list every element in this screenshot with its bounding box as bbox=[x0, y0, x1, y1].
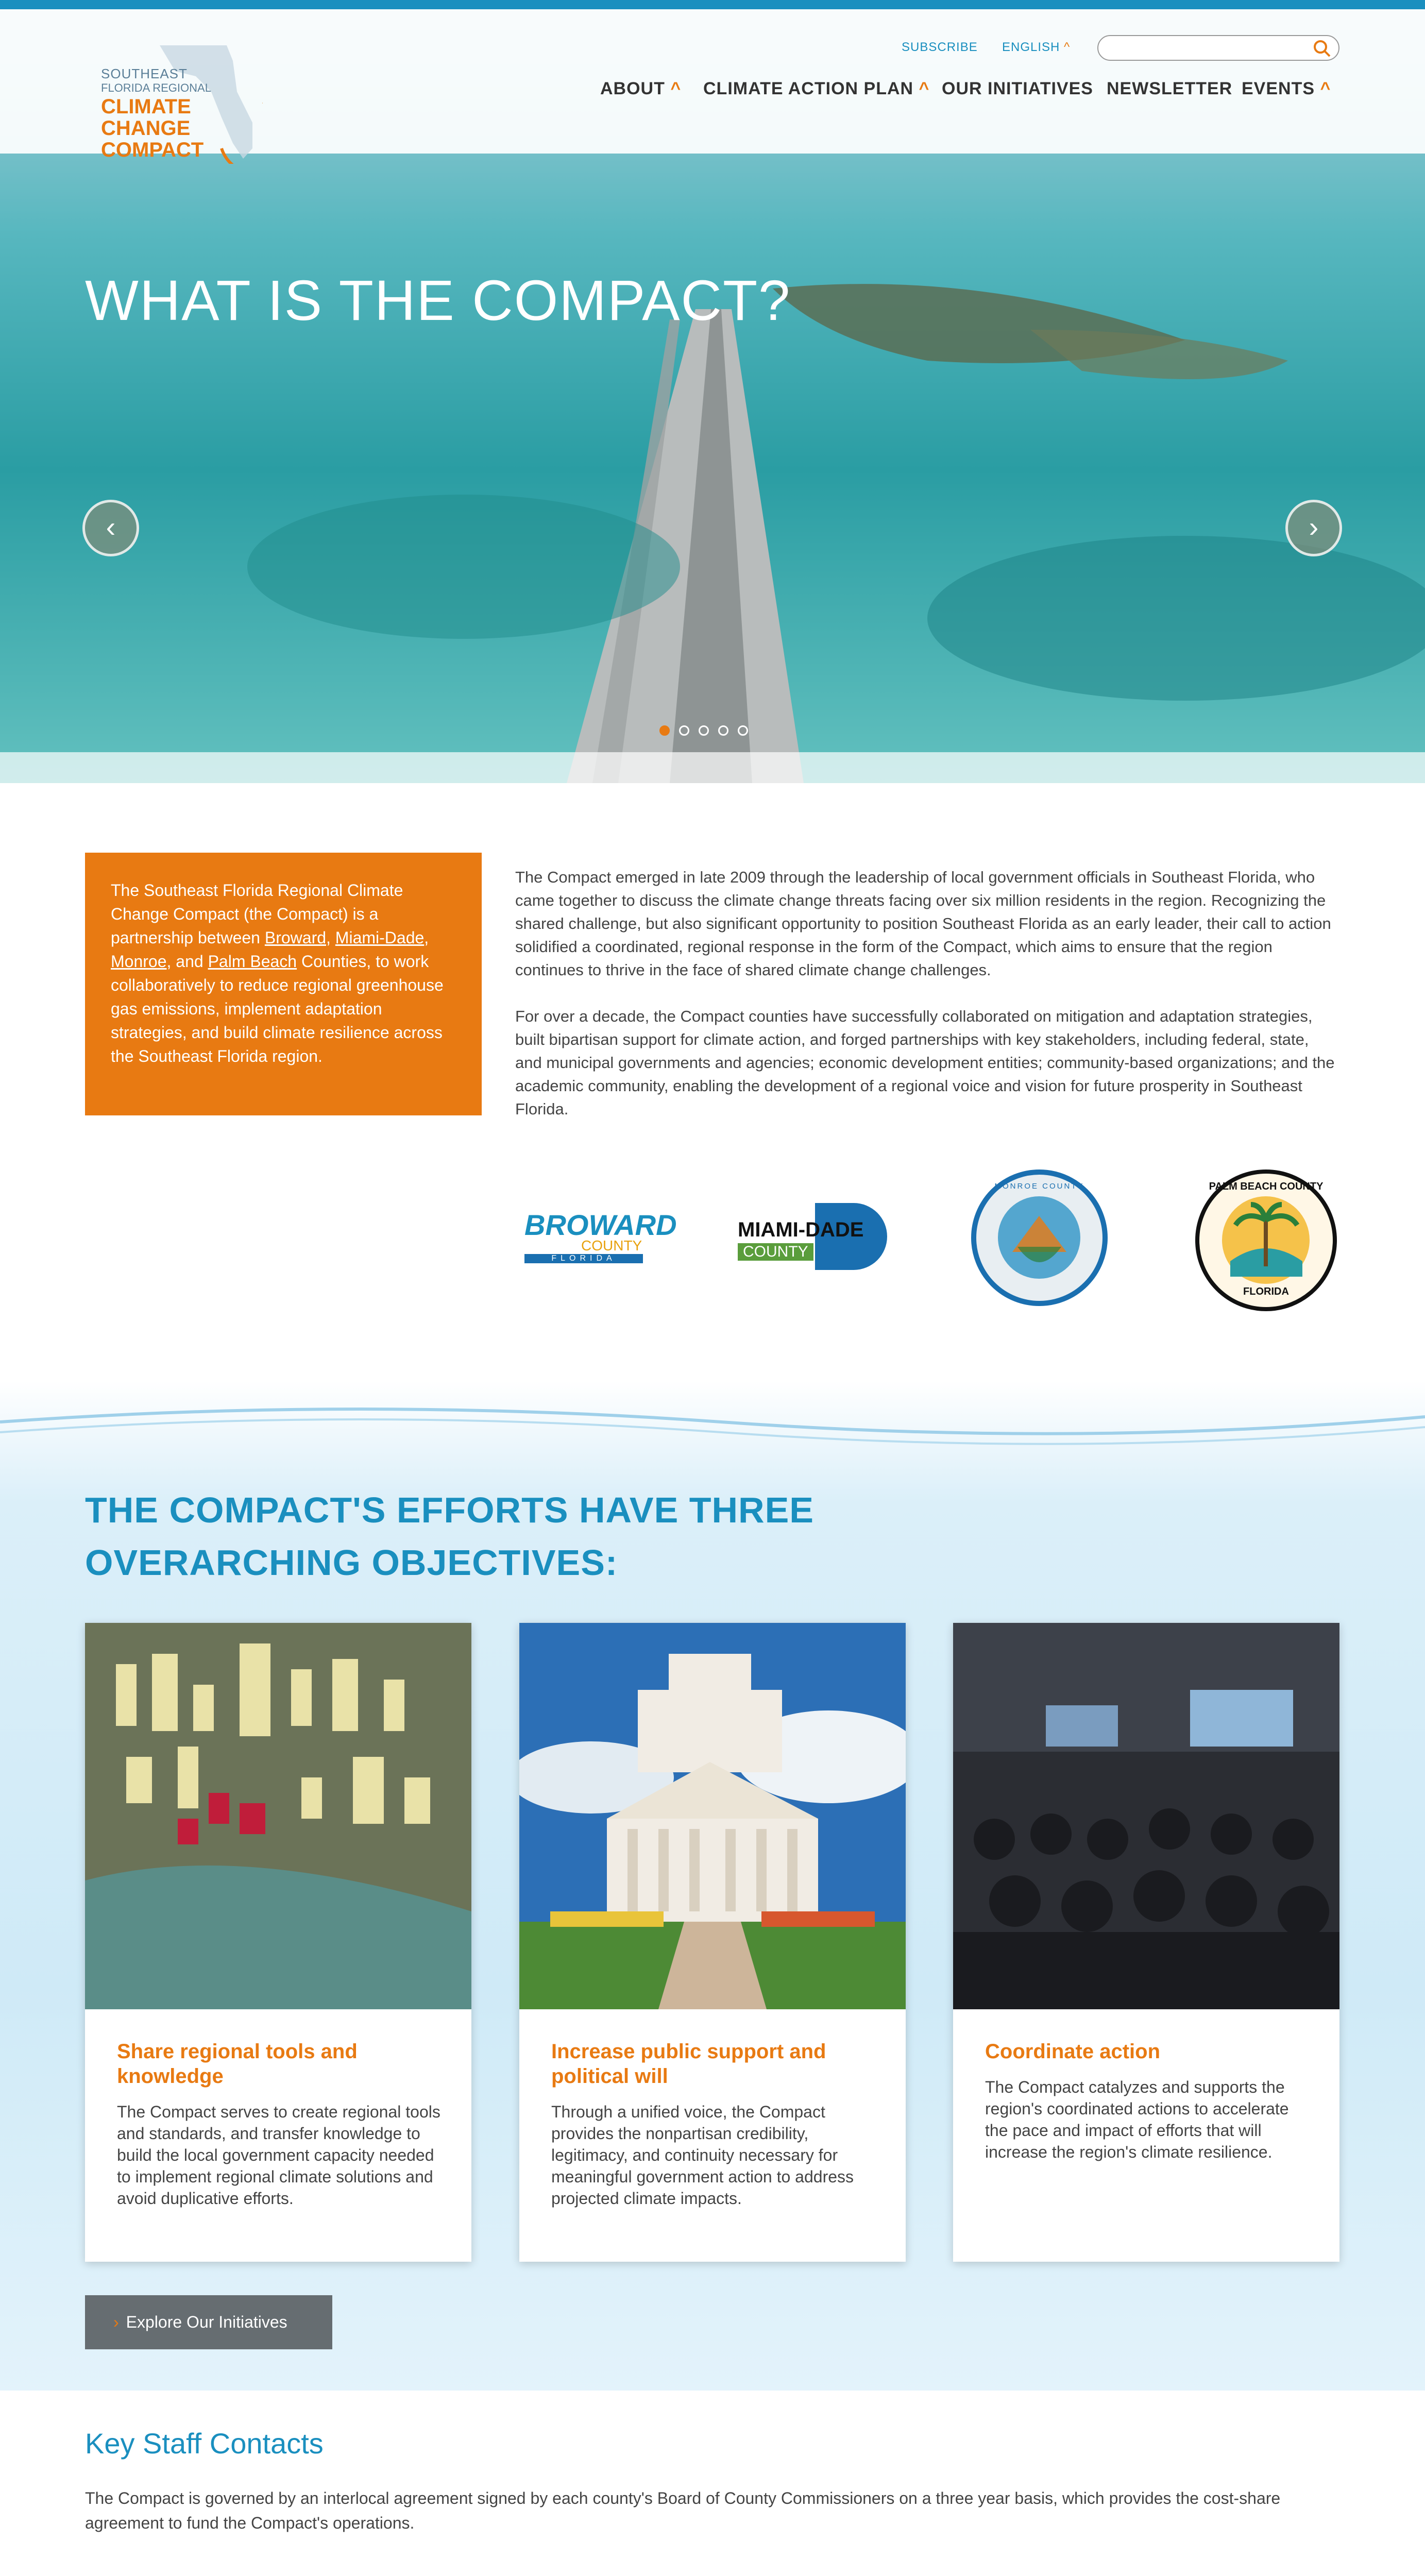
intro-body bbox=[515, 866, 1339, 1121]
broward-logo-state: FLORIDA bbox=[524, 1254, 643, 1263]
staff-title: Key Staff Contacts bbox=[85, 2427, 324, 2460]
monroe-county-seal bbox=[971, 1170, 1108, 1306]
site-logo[interactable] bbox=[98, 30, 283, 164]
slider-dots bbox=[659, 725, 757, 738]
language-label: ENGLISH bbox=[1002, 40, 1060, 54]
objective-heading: Share regional tools and knowledge bbox=[117, 2040, 358, 2088]
explore-initiatives-button[interactable] bbox=[85, 2295, 332, 2349]
slider-dot[interactable] bbox=[718, 725, 728, 736]
chevron-up-icon: ^ bbox=[1064, 40, 1071, 54]
chevron-up-icon: ^ bbox=[1320, 79, 1331, 98]
objective-body: The Compact serves to create regional tools and standards, and transfer knowledge to build the local government capacity needed to implement regional climate solutions and avoid duplicative efforts. bbox=[117, 2103, 440, 2208]
intro-separator: , bbox=[326, 928, 335, 947]
broward-county-logo bbox=[524, 1208, 677, 1265]
logo-line-change: CHANGE bbox=[101, 117, 191, 140]
intro-paragraph-2: For over a decade, the Compact counties have successfully collaborated on mitigation and adaptation strategies, built bipartisan support for climate action, and forged partnerships with key stakeholders, including federal, state, and municipal governments and agencies; economic development entities; community-based organizations; and the academic community, enabling the development of a regional voice and vision for future prosperity in Southeast Florida. bbox=[515, 1007, 1335, 1118]
link-broward[interactable]: Broward bbox=[264, 928, 327, 947]
slider-dot[interactable] bbox=[738, 725, 748, 736]
chevron-up-icon: ^ bbox=[670, 79, 682, 98]
staff-description: The Compact is governed by an interlocal agreement signed by each county's Board of County Commissioners on a three year basis, which provides the cost-share agreement to fund the Compact's operations. bbox=[85, 2489, 1281, 2532]
nav-our-initiatives[interactable]: OUR INITIATIVES bbox=[942, 79, 1093, 98]
search-icon[interactable] bbox=[1312, 38, 1332, 59]
miami-dade-logo-text: MIAMI-DADE bbox=[738, 1218, 864, 1241]
logo-line-climate: CLIMATE bbox=[101, 95, 191, 118]
subscribe-link[interactable]: SUBSCRIBE bbox=[902, 40, 978, 54]
logo-line-region: FLORIDA REGIONAL bbox=[101, 81, 211, 94]
objectives-title-line-1: THE COMPACT'S EFFORTS HAVE THREE bbox=[85, 1490, 814, 1530]
conference-audience-image bbox=[953, 1623, 1339, 2009]
wave-decoration bbox=[0, 1381, 1425, 1453]
search-input[interactable] bbox=[1097, 35, 1339, 61]
miami-dade-county-logo bbox=[738, 1203, 887, 1275]
nav-events[interactable] bbox=[1242, 79, 1331, 99]
link-miami-dade[interactable]: Miami-Dade bbox=[335, 928, 425, 947]
monroe-seal-icon bbox=[976, 1175, 1102, 1301]
palm-beach-seal-text: PALM BEACH COUNTY bbox=[1209, 1181, 1324, 1192]
nav-climate-action-plan[interactable] bbox=[703, 79, 929, 99]
slider-dot[interactable] bbox=[679, 725, 689, 736]
objective-card-support bbox=[519, 1623, 906, 2262]
city-3d-map-image bbox=[85, 1623, 471, 2009]
link-palm-beach[interactable]: Palm Beach bbox=[208, 952, 297, 971]
objective-body: The Compact catalyzes and supports the region's coordinated actions to accelerate the pace and impact of efforts that will increase the region's climate resilience. bbox=[985, 2078, 1289, 2161]
palm-beach-seal-state: FLORIDA bbox=[1243, 1286, 1289, 1297]
intro-callout bbox=[85, 853, 482, 1115]
intro-paragraph-1: The Compact emerged in late 2009 through the leadership of local government officials in Southeast Florida, who came together to discuss the climate change threats facing over six million residents in the region. Recognizing the shared challenge, but also significant opportunity to position Southeast Florida as an early leader, their call to action solidified a coordinated, regional response in the form of the Compact, which aims to ensure that the region continues to thrive in the face of shared climate change challenges. bbox=[515, 868, 1331, 979]
objective-heading: Increase public support and political will bbox=[551, 2040, 826, 2088]
broward-logo-text: BROWARD bbox=[524, 1209, 677, 1241]
monroe-seal-text: MONROE COUNTY bbox=[994, 1182, 1084, 1191]
chevron-right-icon: › bbox=[1309, 511, 1319, 543]
explore-initiatives-label: Explore Our Initiatives bbox=[126, 2313, 287, 2331]
slider-dot[interactable] bbox=[699, 725, 709, 736]
hero-title: WHAT IS THE COMPACT? bbox=[85, 269, 791, 332]
slider-prev-button[interactable] bbox=[82, 500, 139, 556]
top-accent-bar bbox=[0, 0, 1425, 9]
nav-climate-action-plan-label: CLIMATE ACTION PLAN bbox=[703, 79, 914, 98]
chevron-left-icon: ‹ bbox=[106, 511, 116, 543]
palm-beach-county-seal bbox=[1195, 1170, 1337, 1311]
miami-dade-logo-county: COUNTY bbox=[738, 1243, 813, 1261]
objective-card-tools bbox=[85, 1623, 471, 2262]
broward-logo-county: COUNTY bbox=[581, 1238, 642, 1253]
intro-text-before: The Southeast Florida Regional Climate Change Compact (the Compact) is a partnership between bbox=[111, 881, 403, 947]
intro-text-after: Counties, to work collaboratively to reduce regional greenhouse gas emissions, implement adaptation strategies, and build climate resilience across the Southeast Florida region. bbox=[111, 952, 444, 1065]
slider-next-button[interactable] bbox=[1285, 500, 1342, 556]
objective-heading: Coordinate action bbox=[985, 2040, 1161, 2063]
logo-line-compact: COMPACT bbox=[101, 139, 204, 161]
intro-separator: , and bbox=[166, 952, 208, 971]
logo-line-southeast: SOUTHEAST bbox=[101, 66, 188, 81]
nav-events-label: EVENTS bbox=[1242, 79, 1315, 98]
objectives-title bbox=[85, 1484, 814, 1589]
link-monroe[interactable]: Monroe bbox=[111, 952, 167, 971]
chevron-up-icon: ^ bbox=[919, 79, 930, 98]
chevron-right-icon: › bbox=[113, 2313, 119, 2331]
intro-separator: , bbox=[424, 928, 429, 947]
objectives-title-line-2: OVERARCHING OBJECTIVES: bbox=[85, 1543, 618, 1583]
objective-card-coordinate bbox=[953, 1623, 1339, 2262]
objective-body: Through a unified voice, the Compact provides the nonpartisan credibility, legitimacy, and continuity necessary for meaningful government action to address projected climate impacts. bbox=[551, 2103, 854, 2208]
nav-newsletter[interactable]: NEWSLETTER bbox=[1107, 79, 1233, 98]
site-header bbox=[0, 9, 1425, 161]
logo-line-main bbox=[101, 96, 203, 161]
slider-dot-active[interactable] bbox=[659, 725, 670, 736]
language-selector[interactable] bbox=[1002, 40, 1070, 55]
capitol-building-image bbox=[519, 1623, 906, 2009]
nav-about[interactable] bbox=[600, 79, 681, 99]
nav-about-label: ABOUT bbox=[600, 79, 665, 98]
